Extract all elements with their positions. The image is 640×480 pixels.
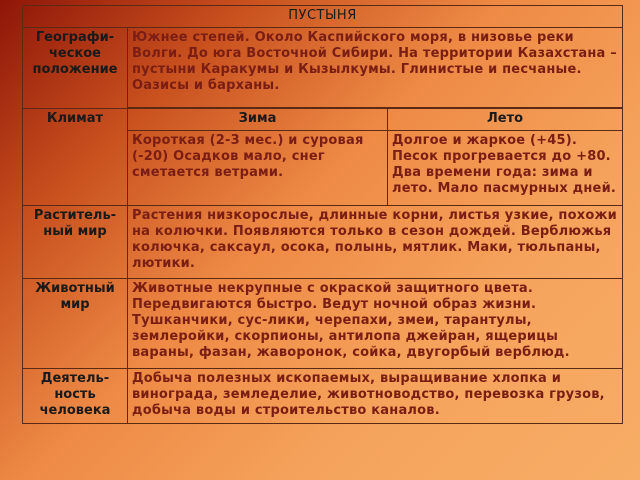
geo-header: Географи-ческое положение bbox=[23, 28, 128, 109]
title-row bbox=[23, 6, 623, 28]
desert-table bbox=[22, 5, 623, 424]
animals-text: Животные некрупные с окраской защитного цвета. Передвигаются быстро. Ведут ночной образ жизни. Тушканчики, сус-лики, черепахи, змеи, тарантулы, землеройки, скорпионы, антилопа джейран, ящерицы вараны, фазан, жаворонок, сойка, двугорбый верблюд. bbox=[128, 279, 623, 369]
human-text: Добыча полезных ископаемых, выращивание хлопка и винограда, земледелие, животноводство, перевозка грузов, добыча воды и строительство каналов. bbox=[128, 369, 623, 424]
plants-row bbox=[23, 206, 623, 279]
climate-labels-row bbox=[23, 109, 623, 131]
climate-header: Климат bbox=[23, 109, 128, 206]
animals-row bbox=[23, 279, 623, 369]
summer-label: Лето bbox=[388, 109, 623, 131]
winter-text: Короткая (2-3 мес.) и суровая (-20) Осадков мало, снег сметается ветрами. bbox=[128, 131, 388, 206]
table-title: ПУСТЫНЯ bbox=[23, 6, 623, 28]
plants-header: Раститель-ный мир bbox=[23, 206, 128, 279]
human-row bbox=[23, 369, 623, 424]
plants-text: Растения низкорослые, длинные корни, листья узкие, похожи на колючки. Появляются только в сезон дождей. Верблюжья колючка, саксаул, осока, полынь, мятлик. Маки, тюльпаны, лютики. bbox=[128, 206, 623, 279]
summer-text: Долгое и жаркое (+45). Песок прогревается до +80. Два времени года: зима и лето. Мало пасмурных дней. bbox=[388, 131, 623, 206]
winter-label: Зима bbox=[128, 109, 388, 131]
geo-text: Южнее степей. Около Каспийского моря, в низовье реки Волги. До юга Восточной Сибири. На территории Казахстана – пустыни Каракумы и Кызылкумы. Глинистые и песчаные. Оазисы и барханы. bbox=[128, 28, 623, 108]
human-header: Деятель-ность человека bbox=[23, 369, 128, 424]
geo-row bbox=[23, 28, 623, 108]
animals-header: Животный мир bbox=[23, 279, 128, 369]
